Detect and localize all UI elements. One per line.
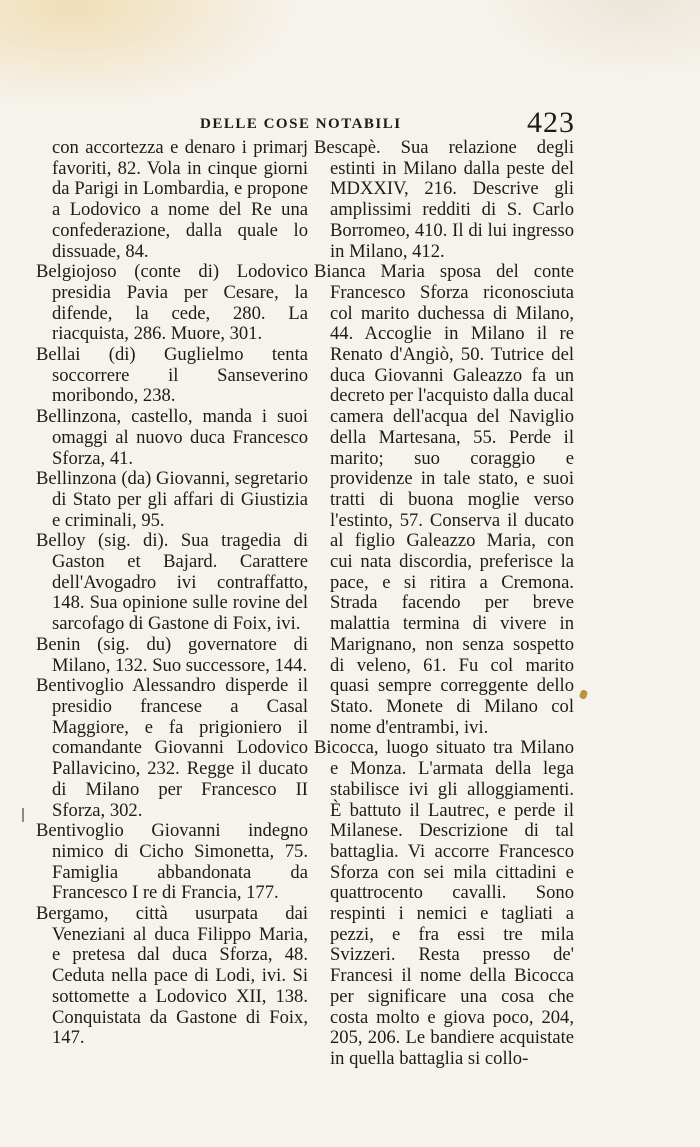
- ink-spot: [579, 689, 589, 700]
- left-column: [36, 138, 308, 1049]
- index-entry: Belloy (sig. di). Sua tragedia di Gaston et Bajard. Carattere dell'Avogadro ivi contraffatto, 148. Sua opinione sulle rovine del sarcofago di Gastone di Foix, ivi.: [36, 530, 308, 635]
- index-entry: Bescapè. Sua relazione degli estinti in Milano dalla peste del MDXXIV, 216. Descrive gli amplissimi redditi di S. Carlo Borromeo, 410. Il di lui ingresso in Milano, 412.: [314, 137, 574, 262]
- index-entry: Belgiojoso (conte di) Lodovico presidia Pavia per Cesare, la difende, la cede, 280. La riacquista, 286. Muore, 301.: [36, 261, 308, 345]
- index-entry: Bentivoglio Alessandro disperde il presidio francese a Casal Maggiore, e fa prigioniero il comandante Giovanni Lodovico Pallavicino, 232. Regge il ducato di Milano per Francesco II Sforza, 302.: [36, 675, 308, 821]
- index-entry: con accortezza e denaro i primarj favoriti, 82. Vola in cinque giorni da Parigi in Lombardia, e propone a Lodovico a nome del Re una confederazione, dalla quale lo dissuade, 84.: [52, 137, 308, 262]
- paper-stain: [480, 0, 700, 80]
- index-entry: Bellai (di) Guglielmo tenta soccorrere il Sanseverino moribondo, 238.: [36, 344, 308, 407]
- index-entry: Bergamo, città usurpata dai Veneziani al duca Filippo Maria, e pretesa dal duca Sforza, 48. Ceduta nella pace di Lodi, ivi. Si sottomette a Lodovico XII, 138. Conquistata da Gastone di Foix, 147.: [36, 903, 308, 1049]
- index-entry: Bicocca, luogo situato tra Milano e Monza. L'armata della lega stabilisce ivi gli alloggiamenti. È battuto il Lautrec, e perde il Milanese. Descrizione di tal battaglia. Vi accorre Francesco Sforza con sei mila cittadini e quattrocento cavalli. Sono respinti i nemici e tagliati a pezzi, e fra essi tre mila Svizzeri. Resta presso de' Francesi il nome della Bicocca per significare una cosa che costa molto e giova poco, 204, 205, 206. Le bandiere acquistate in quella battaglia si collo-: [314, 737, 574, 1069]
- index-entry: Bianca Maria sposa del conte Francesco Sforza riconosciuta col marito duchessa di Milano, 44. Accoglie in Milano il re Renato d'Angiò, 50. Tutrice del duca Giovanni Galeazzo fa un decreto per l'acquisto dalla ducal camera dell'acqua del Naviglio della Martesana, 55. Perde il marito; suo coraggio e providenze in tale stato, e suoi tratti di buona moglie verso l'estinto, 57. Conserva il ducato al figlio Galeazzo Maria, con cui nata discordia, preferisce la pace, e si ritira a Cremona. Strada facendo per breve malattia termina di vivere in Marignano, non senza sospetto di veleno, 61. Fu col marito quasi sempre correggente dello Stato. Monete di Milano col nome d'entrambi, ivi.: [314, 261, 574, 738]
- running-title: DELLE COSE NOTABILI: [200, 116, 402, 132]
- index-entry: Bellinzona (da) Giovanni, segretario di Stato per gli affari di Giustizia e criminali, 95.: [36, 468, 308, 531]
- margin-mark: [22, 808, 24, 822]
- index-entry: Bellinzona, castello, manda i suoi omaggi al nuovo duca Francesco Sforza, 41.: [36, 406, 308, 469]
- paper-stain: [0, 0, 300, 110]
- index-entry: Bentivoglio Giovanni indegno nimico di Cicho Simonetta, 75. Famiglia abbandonata da Francesco I re di Francia, 177.: [36, 820, 308, 904]
- right-column: [314, 138, 574, 1070]
- page-number: 423: [527, 106, 575, 139]
- index-entry: Benin (sig. du) governatore di Milano, 132. Suo successore, 144.: [36, 633, 308, 676]
